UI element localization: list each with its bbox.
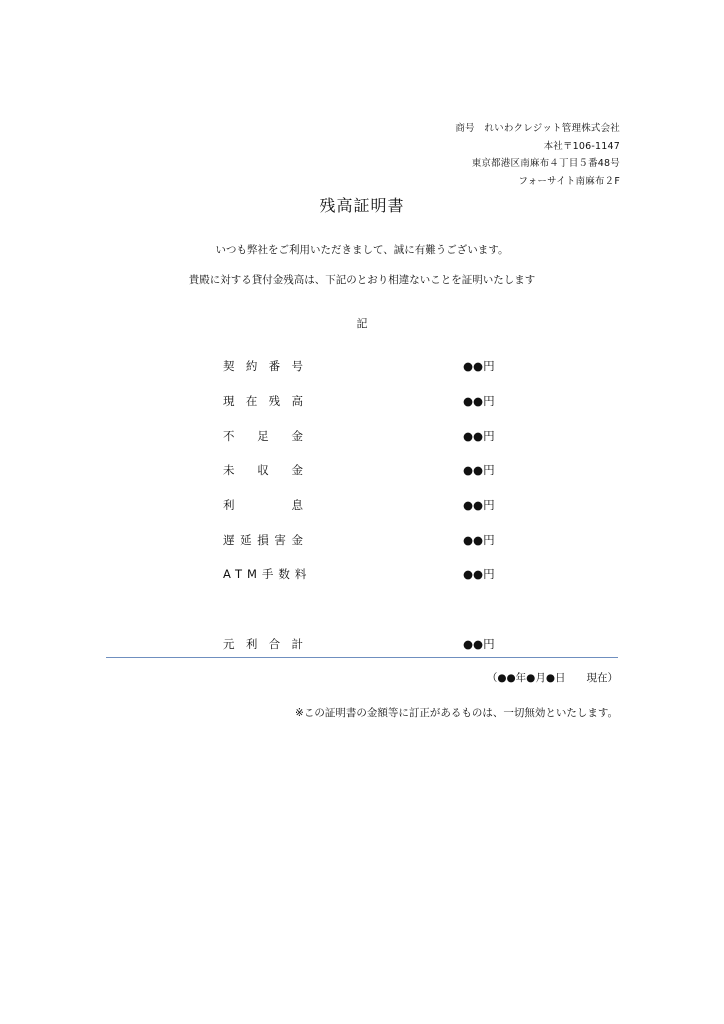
item-row-7-label: ATM手数料 (223, 567, 312, 581)
total-row-label: 元 利 合 計 (223, 637, 303, 651)
item-row-6-label: 遅 延 損 害 金 (223, 533, 303, 547)
item-row-4-label: 未 収 金 (223, 463, 303, 477)
total-row (223, 636, 523, 658)
document-title: 残高証明書 (319, 196, 405, 215)
as-of-date: （●●年●月●日 現在） (486, 672, 618, 684)
item-row-4-amount: ●●円 (463, 463, 495, 477)
sender-block (455, 120, 620, 190)
item-row-7-amount: ●●円 (463, 567, 495, 581)
item-row-7 (223, 566, 523, 588)
item-row-3-amount: ●●円 (463, 429, 495, 443)
item-row-5-label: 利 息 (223, 498, 303, 512)
item-row-2-label: 現 在 残 高 (223, 394, 303, 408)
ki-heading: 記 (356, 317, 368, 330)
statement-text: 貴殿に対する貸付金残高は、下記のとおり相違ないことを証明いたします (188, 274, 536, 286)
item-row-6 (223, 532, 523, 554)
sender-company: 商号 れいわクレジット管理株式会社 (455, 123, 620, 134)
total-row-amount: ●●円 (463, 637, 495, 651)
item-row-1-label: 契 約 番 号 (223, 359, 303, 373)
sender-postal: 本社〒106-1147 (543, 140, 620, 152)
item-row-1 (223, 358, 523, 380)
item-row-2-amount: ●●円 (463, 394, 495, 408)
sender-address: 東京都港区南麻布４丁目５番48号 (471, 158, 620, 169)
item-row-4 (223, 462, 523, 484)
footnote: ※この証明書の金額等に訂正があるものは、一切無効といたします。 (295, 707, 618, 719)
item-row-5 (223, 497, 523, 519)
sender-building: フォーサイト南麻布２F (518, 175, 620, 187)
item-row-3 (223, 428, 523, 450)
item-row-5-amount: ●●円 (463, 498, 495, 512)
total-divider (106, 657, 618, 658)
item-row-3-label: 不 足 金 (223, 429, 303, 443)
greeting-text: いつも弊社をご利用いただきまして、誠に有難うございます。 (215, 244, 509, 256)
item-row-6-amount: ●●円 (463, 533, 495, 547)
item-row-1-amount: ●●円 (463, 359, 495, 373)
item-row-2 (223, 393, 523, 415)
